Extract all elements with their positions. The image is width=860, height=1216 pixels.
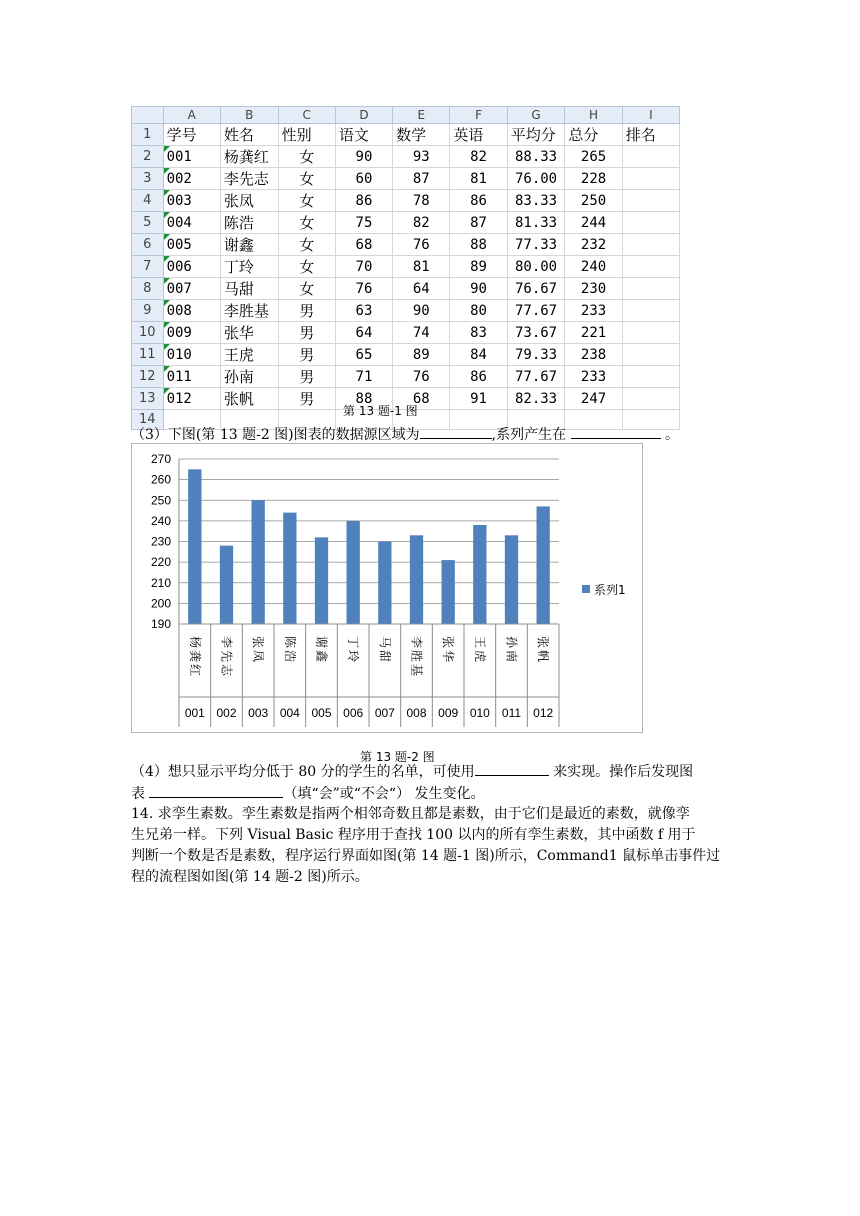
- bar: [378, 542, 391, 625]
- table-cell[interactable]: 88.33: [507, 146, 565, 168]
- error-indicator-icon: [164, 190, 170, 196]
- header-cell[interactable]: 数学: [393, 124, 450, 146]
- table-cell[interactable]: 77.67: [507, 300, 565, 322]
- table-cell[interactable]: 265: [565, 146, 622, 168]
- table-cell[interactable]: 丁玲: [220, 256, 278, 278]
- table-cell[interactable]: 83.33: [507, 190, 565, 212]
- table-cell[interactable]: 76: [335, 278, 392, 300]
- question-14-line1: 14. 求孪生素数。孪生素数是指两个相邻奇数且都是素数，由于它们是最近的素数，就像孪: [131, 806, 690, 822]
- x-category-label-char: 虎: [472, 649, 487, 663]
- table-cell[interactable]: 女: [278, 146, 335, 168]
- table-cell[interactable]: 张华: [220, 322, 278, 344]
- question-14-line2: 生兄弟一样。下列 Visual Basic 程序用于查找 100 以内的所有孪生素数，其中函数 f 用于: [131, 827, 696, 843]
- table-cell[interactable]: 007: [163, 278, 220, 300]
- table-cell[interactable]: 90: [450, 278, 507, 300]
- x-id-label: 007: [374, 706, 395, 720]
- error-indicator-icon: [164, 300, 170, 306]
- x-category-label-char: 龚: [187, 649, 202, 663]
- x-id-label: 002: [216, 706, 237, 720]
- table-cell[interactable]: 002: [163, 168, 220, 190]
- table-cell[interactable]: 93: [393, 146, 450, 168]
- header-cell[interactable]: 学号: [163, 124, 220, 146]
- y-tick-label: 250: [150, 493, 171, 508]
- x-category-label-char: 胜: [409, 649, 424, 663]
- bar-chart: [131, 443, 643, 733]
- table-cell[interactable]: 陈浩: [220, 212, 278, 234]
- row-header[interactable]: 8: [132, 278, 164, 300]
- x-category-label-char: 先: [219, 649, 234, 663]
- x-id-label: 012: [533, 706, 554, 720]
- table-cell[interactable]: [622, 234, 679, 256]
- table-cell[interactable]: 86: [450, 190, 507, 212]
- table-cell[interactable]: 60: [335, 168, 392, 190]
- table-cell[interactable]: 张凤: [220, 190, 278, 212]
- table-cell[interactable]: 250: [565, 190, 622, 212]
- table-cell[interactable]: 女: [278, 168, 335, 190]
- table-cell[interactable]: 91: [450, 388, 507, 410]
- table-cell[interactable]: 90: [335, 146, 392, 168]
- table-cell[interactable]: 男: [278, 366, 335, 388]
- table-cell[interactable]: 011: [163, 366, 220, 388]
- table-cell[interactable]: [622, 300, 679, 322]
- table-row: [132, 322, 680, 344]
- table-cell[interactable]: 79.33: [507, 344, 565, 366]
- y-tick-label: 240: [150, 513, 171, 528]
- x-id-label: 003: [248, 706, 269, 720]
- table-cell[interactable]: 68: [393, 388, 450, 410]
- header-cell[interactable]: 语文: [335, 124, 392, 146]
- table-cell[interactable]: 233: [565, 366, 622, 388]
- bar: [188, 469, 201, 624]
- column-header[interactable]: F: [450, 107, 507, 124]
- header-cell[interactable]: 排名: [622, 124, 679, 146]
- question-3-prefix: （3）下图(第 13 题-2 图)图表的数据源区域为: [131, 427, 420, 443]
- table-cell[interactable]: 89: [450, 256, 507, 278]
- x-category-label-char: 张: [251, 635, 266, 649]
- question-14-line4: 程的流程图如图(第 14 题-2 图)所示。: [131, 869, 369, 885]
- table-cell[interactable]: 006: [163, 256, 220, 278]
- row-header[interactable]: 2: [132, 146, 164, 168]
- table-cell[interactable]: [622, 344, 679, 366]
- column-header[interactable]: G: [507, 107, 565, 124]
- x-id-label: 006: [343, 706, 364, 720]
- table-cell[interactable]: 76: [393, 366, 450, 388]
- table-cell[interactable]: [622, 256, 679, 278]
- x-id-label: 001: [184, 706, 205, 720]
- table-cell[interactable]: 64: [335, 322, 392, 344]
- question-4-line1: [131, 761, 731, 783]
- x-category-label-char: 谢: [314, 635, 329, 649]
- table-row: [132, 256, 680, 278]
- table-cell[interactable]: 82: [450, 146, 507, 168]
- table-cell[interactable]: 女: [278, 256, 335, 278]
- bar: [410, 535, 423, 624]
- header-cell[interactable]: 英语: [450, 124, 507, 146]
- table-cell[interactable]: 80: [450, 300, 507, 322]
- x-category-label-char: 王: [472, 635, 487, 649]
- column-header[interactable]: B: [220, 107, 278, 124]
- x-category-label-char: 基: [409, 663, 424, 677]
- header-cell[interactable]: 总分: [565, 124, 622, 146]
- y-tick-label: 210: [150, 575, 171, 590]
- table-cell[interactable]: 88: [335, 388, 392, 410]
- table-cell[interactable]: 81: [450, 168, 507, 190]
- x-category-label-char: 华: [441, 649, 456, 663]
- table-cell[interactable]: 80.00: [507, 256, 565, 278]
- error-indicator-icon: [164, 344, 170, 350]
- table-cell[interactable]: 女: [278, 278, 335, 300]
- table-cell[interactable]: 76.67: [507, 278, 565, 300]
- table-cell[interactable]: 86: [450, 366, 507, 388]
- x-category-label-char: 凤: [251, 649, 266, 663]
- question-4-line2-suffix: （填“会”或“不会“） 发生变化。: [283, 786, 485, 802]
- table-cell[interactable]: [622, 212, 679, 234]
- table-cell[interactable]: 谢鑫: [220, 234, 278, 256]
- table-cell[interactable]: 68: [335, 234, 392, 256]
- row-header[interactable]: 7: [132, 256, 164, 278]
- table-cell[interactable]: 82.33: [507, 388, 565, 410]
- row-header[interactable]: 10: [132, 322, 164, 344]
- table-cell[interactable]: 男: [278, 300, 335, 322]
- table-cell[interactable]: 76.00: [507, 168, 565, 190]
- table-row: [132, 124, 680, 146]
- answer-blank-series[interactable]: [571, 424, 661, 439]
- table-cell[interactable]: 张帆: [220, 388, 278, 410]
- question-14-line3: 判断一个数是否是素数，程序运行界面如图(第 14 题-1 图)所示，Command1 鼠标单击事件过: [131, 848, 721, 864]
- row-header[interactable]: 3: [132, 168, 164, 190]
- row-header[interactable]: 13: [132, 388, 164, 410]
- table-cell[interactable]: 马甜: [220, 278, 278, 300]
- x-id-label: 005: [311, 706, 332, 720]
- table-cell[interactable]: 221: [565, 322, 622, 344]
- table-cell[interactable]: 70: [335, 256, 392, 278]
- table-cell[interactable]: 81.33: [507, 212, 565, 234]
- table-row: [132, 278, 680, 300]
- table-row: [132, 212, 680, 234]
- question-4-line1-prefix: （4）想只显示平均分低于 80 分的学生的名单，可使用: [131, 764, 475, 780]
- table-cell[interactable]: 89: [393, 344, 450, 366]
- table-cell[interactable]: [622, 168, 679, 190]
- x-category-label-char: 张: [441, 635, 456, 649]
- y-tick-label: 220: [150, 555, 171, 570]
- table-row: [132, 234, 680, 256]
- table-cell[interactable]: 77.33: [507, 234, 565, 256]
- table-cell[interactable]: [622, 278, 679, 300]
- table-cell[interactable]: 84: [450, 344, 507, 366]
- answer-blank-source-range[interactable]: [420, 424, 492, 439]
- x-category-label-char: 陈: [282, 635, 297, 649]
- x-category-label-char: 帆: [536, 649, 551, 663]
- table-cell[interactable]: 009: [163, 322, 220, 344]
- table-cell[interactable]: 76: [393, 234, 450, 256]
- table-cell[interactable]: 82: [393, 212, 450, 234]
- table-cell[interactable]: 88: [450, 234, 507, 256]
- x-category-label-char: 鑫: [314, 649, 329, 663]
- x-id-label: 010: [469, 706, 490, 720]
- table-cell[interactable]: 010: [163, 344, 220, 366]
- table-cell[interactable]: 230: [565, 278, 622, 300]
- table-row: [132, 146, 680, 168]
- header-cell[interactable]: 平均分: [507, 124, 565, 146]
- question-3-suffix: 。: [665, 427, 679, 443]
- y-tick-label: 230: [150, 534, 171, 549]
- question-4: [131, 761, 731, 805]
- table-cell[interactable]: 孙南: [220, 366, 278, 388]
- question-4-line2-prefix: 表: [131, 786, 145, 802]
- figure-caption-13-1: 第 13 题-1 图: [343, 404, 418, 418]
- x-category-label-char: 丁: [346, 635, 361, 649]
- header-cell[interactable]: 性别: [278, 124, 335, 146]
- column-header[interactable]: D: [335, 107, 392, 124]
- table-cell[interactable]: 228: [565, 168, 622, 190]
- table-cell[interactable]: 004: [163, 212, 220, 234]
- y-tick-label: 200: [150, 596, 171, 611]
- table-cell[interactable]: 李先志: [220, 168, 278, 190]
- error-indicator-icon: [164, 146, 170, 152]
- error-indicator-icon: [164, 278, 170, 284]
- x-category-label-char: 孙: [504, 635, 519, 649]
- x-category-label-char: 张: [536, 635, 551, 649]
- x-category-label-char: 甜: [377, 649, 392, 663]
- bar: [220, 546, 233, 624]
- header-cell[interactable]: 姓名: [220, 124, 278, 146]
- x-id-label: 009: [438, 706, 459, 720]
- bar: [252, 500, 265, 624]
- row-header[interactable]: 1: [132, 124, 164, 146]
- column-header[interactable]: E: [393, 107, 450, 124]
- question-4-line2: [131, 783, 731, 805]
- table-cell[interactable]: 008: [163, 300, 220, 322]
- table-cell[interactable]: 232: [565, 234, 622, 256]
- bar: [505, 535, 518, 624]
- table-cell[interactable]: 王虎: [220, 344, 278, 366]
- y-tick-label: 260: [150, 472, 171, 487]
- error-indicator-icon: [164, 234, 170, 240]
- error-indicator-icon: [164, 212, 170, 218]
- question-3-middle: ,系列产生在: [491, 427, 567, 443]
- table-cell[interactable]: 247: [565, 388, 622, 410]
- table-cell[interactable]: 005: [163, 234, 220, 256]
- answer-blank-change[interactable]: [149, 783, 283, 798]
- table-cell[interactable]: 90: [393, 300, 450, 322]
- table-cell[interactable]: 87: [450, 212, 507, 234]
- bar: [315, 537, 328, 624]
- y-tick-label: 270: [150, 452, 171, 466]
- column-header[interactable]: C: [278, 107, 335, 124]
- row-header[interactable]: 4: [132, 190, 164, 212]
- spreadsheet-table: [131, 106, 680, 430]
- x-category-label-char: 马: [377, 635, 392, 649]
- question-14: [131, 804, 751, 888]
- table-cell[interactable]: [622, 146, 679, 168]
- error-indicator-icon: [164, 256, 170, 262]
- x-category-label-char: 红: [187, 663, 202, 677]
- table-cell[interactable]: 012: [163, 388, 220, 410]
- legend-label: 系列1: [594, 583, 626, 597]
- x-category-label-char: 杨: [187, 635, 202, 649]
- select-all-corner[interactable]: [132, 107, 164, 124]
- x-category-label-char: 志: [219, 663, 234, 677]
- row-header[interactable]: 5: [132, 212, 164, 234]
- row-header[interactable]: 6: [132, 234, 164, 256]
- figure-caption-13-2: 第 13 题-2 图: [360, 750, 435, 764]
- table-cell[interactable]: 244: [565, 212, 622, 234]
- table-cell[interactable]: 男: [278, 344, 335, 366]
- x-category-label-char: 玲: [346, 649, 361, 663]
- table-row: [132, 344, 680, 366]
- bar-chart-svg: [132, 444, 644, 734]
- bar: [473, 525, 486, 624]
- table-cell[interactable]: 75: [335, 212, 392, 234]
- table-row: [132, 190, 680, 212]
- answer-blank-tool[interactable]: [475, 761, 549, 776]
- table-row: [132, 300, 680, 322]
- table-cell[interactable]: 003: [163, 190, 220, 212]
- table-cell[interactable]: 64: [393, 278, 450, 300]
- table-cell[interactable]: 74: [393, 322, 450, 344]
- table-cell[interactable]: 女: [278, 234, 335, 256]
- table-cell[interactable]: [622, 322, 679, 344]
- column-header[interactable]: H: [565, 107, 622, 124]
- table-row: [132, 168, 680, 190]
- x-category-label-char: 南: [504, 649, 519, 663]
- error-indicator-icon: [164, 168, 170, 174]
- row-header[interactable]: 9: [132, 300, 164, 322]
- x-id-label: 008: [406, 706, 427, 720]
- x-id-label: 004: [279, 706, 300, 720]
- table-cell[interactable]: 78: [393, 190, 450, 212]
- question-4-line1-suffix: 来实现。操作后发现图: [553, 764, 694, 780]
- row-header[interactable]: 14: [132, 410, 164, 430]
- x-category-label-char: 浩: [282, 649, 297, 663]
- table-cell[interactable]: 86: [335, 190, 392, 212]
- table-cell[interactable]: 李胜基: [220, 300, 278, 322]
- error-indicator-icon: [164, 366, 170, 372]
- x-category-label-char: 李: [409, 635, 424, 649]
- table-cell[interactable]: 63: [335, 300, 392, 322]
- table-cell[interactable]: 男: [278, 322, 335, 344]
- error-indicator-icon: [164, 322, 170, 328]
- bar: [442, 560, 455, 624]
- y-tick-label: 190: [150, 617, 171, 631]
- table-cell[interactable]: 240: [565, 256, 622, 278]
- table-cell[interactable]: 233: [565, 300, 622, 322]
- table-cell[interactable]: 73.67: [507, 322, 565, 344]
- bar: [347, 521, 360, 624]
- bar: [537, 506, 550, 624]
- row-header[interactable]: 12: [132, 366, 164, 388]
- table-cell[interactable]: 71: [335, 366, 392, 388]
- row-header[interactable]: 11: [132, 344, 164, 366]
- x-category-label-char: 李: [219, 635, 234, 649]
- column-header-row: [132, 107, 680, 124]
- table-cell[interactable]: 女: [278, 190, 335, 212]
- table-cell[interactable]: [622, 366, 679, 388]
- x-id-label: 011: [501, 706, 522, 720]
- legend-swatch: [582, 585, 590, 593]
- table-cell[interactable]: [622, 388, 679, 410]
- table-cell[interactable]: 77.67: [507, 366, 565, 388]
- table-cell[interactable]: [622, 190, 679, 212]
- table-cell[interactable]: 杨龚红: [220, 146, 278, 168]
- table-cell[interactable]: 83: [450, 322, 507, 344]
- bar: [283, 513, 296, 624]
- table-cell[interactable]: 87: [393, 168, 450, 190]
- table-cell[interactable]: 238: [565, 344, 622, 366]
- table-cell[interactable]: 001: [163, 146, 220, 168]
- table-row: [132, 366, 680, 388]
- table-cell[interactable]: 女: [278, 212, 335, 234]
- column-header[interactable]: I: [622, 107, 679, 124]
- table-cell[interactable]: 65: [335, 344, 392, 366]
- error-indicator-icon: [164, 388, 170, 394]
- column-header[interactable]: A: [163, 107, 220, 124]
- table-cell[interactable]: 81: [393, 256, 450, 278]
- table-cell[interactable]: 男: [278, 388, 335, 410]
